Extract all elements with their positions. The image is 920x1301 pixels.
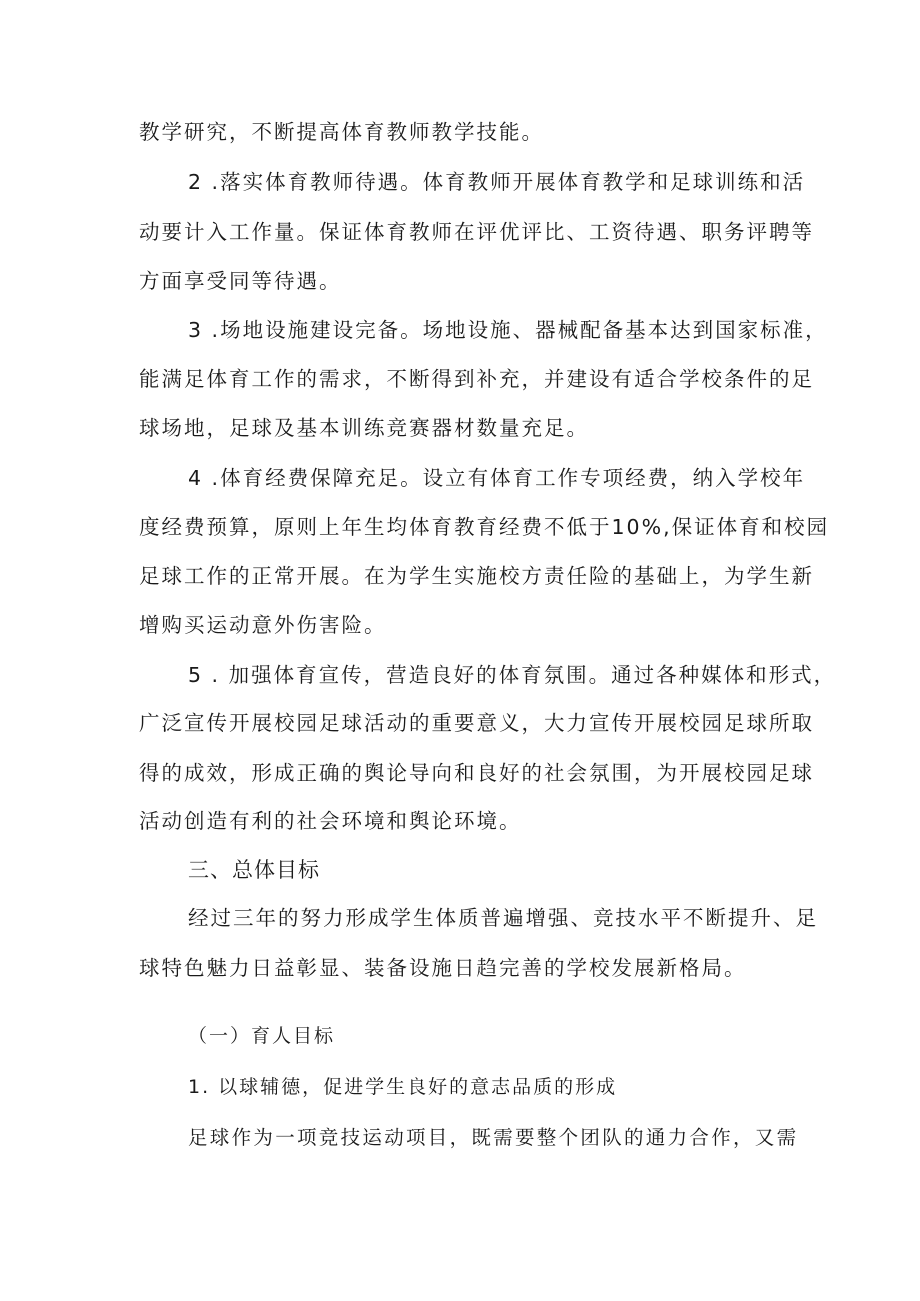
paragraph-line: 活动创造有利的社会环境和舆论环境。	[139, 809, 522, 833]
paragraph-line: 经过三年的努力形成学生体质普遍增强、竞技水平不断提升、足	[188, 906, 818, 930]
subsection-heading: （一）育人目标	[188, 1025, 336, 1047]
paragraph-line: 度经费预算，原则上年生均体育教育经费不低于10%,保证体育和校园	[139, 515, 830, 539]
item-5-heading-line: 5 . 加强体育宣传，营造良好的体育氛围。通过各种媒体和形式，	[188, 663, 837, 687]
paragraph-line: 球特色魅力日益彰显、装备设施日趋完善的学校发展新格局。	[139, 956, 747, 980]
paragraph-line: 得的成效，形成正确的舆论导向和良好的社会氛围，为开展校园足球	[139, 761, 814, 785]
item-4-heading-line: 4 .体育经费保障充足。设立有体育工作专项经费，纳入学校年	[188, 466, 806, 490]
item-3-heading-line: 3 .场地设施建设完备。场地设施、器械配备基本达到国家标准，	[188, 318, 828, 342]
paragraph-line: 增购买运动意外伤害险。	[139, 613, 387, 637]
paragraph-line: 能满足体育工作的需求，不断得到补充，并建设有适合学校条件的足	[139, 367, 814, 391]
paragraph-line: 方面享受同等待遇。	[139, 269, 342, 293]
paragraph-line: 足球工作的正常开展。在为学生实施校方责任险的基础上，为学生新	[139, 564, 814, 588]
paragraph-line: 动要计入工作量。保证体育教师在评优评比、工资待遇、职务评聘等	[139, 220, 814, 244]
list-item-heading: 1. 以球辅德，促进学生良好的意志品质的形成	[188, 1076, 618, 1098]
section-heading: 三、总体目标	[188, 858, 320, 882]
paragraph-line: 球场地，足球及基本训练竞赛器材数量充足。	[139, 416, 589, 440]
paragraph-line: 教学研究，不断提高体育教师教学技能。	[139, 120, 544, 144]
item-2-heading-line: 2 .落实体育教师待遇。体育教师开展体育教学和足球训练和活	[188, 170, 806, 194]
paragraph-line: 广泛宣传开展校园足球活动的重要意义，大力宣传开展校园足球所取	[139, 711, 814, 735]
paragraph-line: 足球作为一项竞技运动项目，既需要整个团队的通力合作，又需	[188, 1126, 799, 1149]
